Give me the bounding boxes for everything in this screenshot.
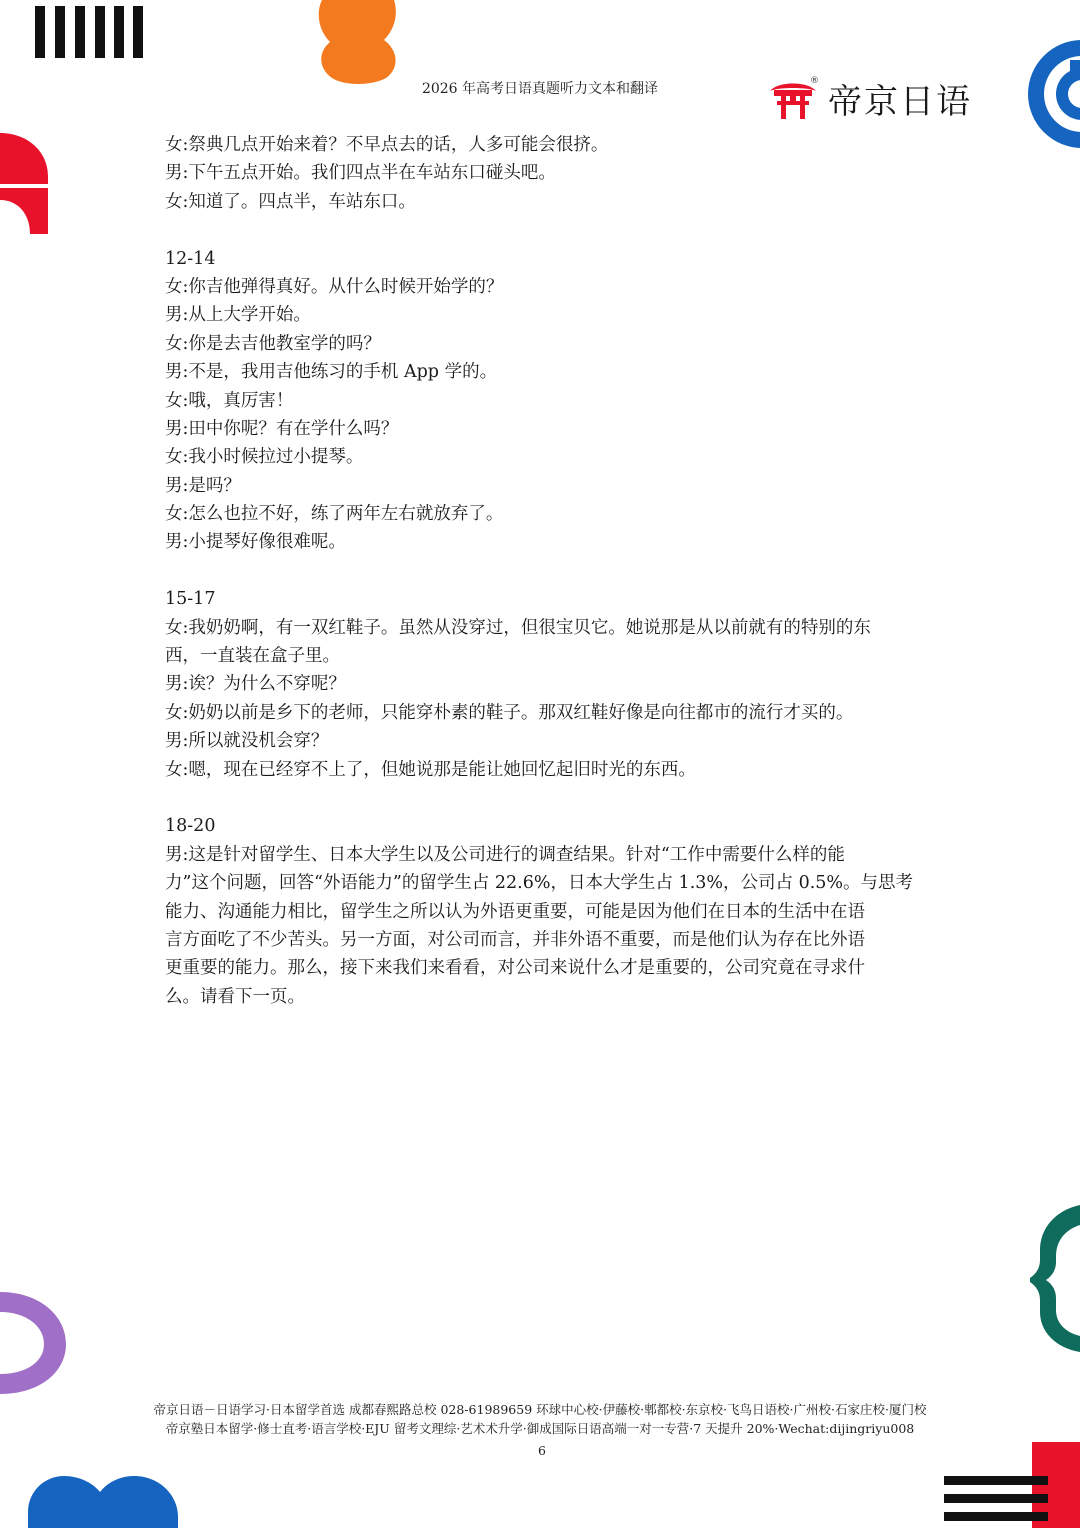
dialogue-line: 女:我奶奶啊，有一双红鞋子。虽然从没穿过，但很宝贝它。她说那是从以前就有的特别的东 [165,617,871,638]
black-bars-top-left [35,6,143,58]
black-bars-bottom-right [944,1476,1048,1521]
section-number: 15-17 [165,589,216,610]
footer-line-1: 帝京日语－日语学习·日本留学首选 成都春熙路总校 028-61989659 环球中心校·伊藤校·郫都校·东京校·飞鸟日语校·广州校·石家庄校·厦门校 [153,1402,927,1417]
dialogue-line: 女:知道了。四点半，车站东口。 [165,191,416,212]
dialogue-line: 男:所以就没机会穿？ [165,731,329,752]
dialogue-line: 女:哦，真厉害！ [165,390,294,411]
dialogue-line: 么。请看下一页。 [165,986,305,1007]
page-footer [0,1400,1080,1438]
dialogue-line: 言方面吃了不少苦头。另一方面，对公司而言，并非外语不重要，而是他们认为存在比外语 [165,929,865,950]
dialogue-line: 女:你是去吉他教室学的吗？ [165,333,381,354]
green-bracket-right [1030,1205,1080,1352]
dialogue-line: 男:诶？为什么不穿呢？ [165,674,346,695]
dialogue-line: 女:祭典几点开始来着？不早点去的话，人多可能会很挤。 [165,135,609,155]
dialogue-line: 女:嗯，现在已经穿不上了，但她说那是能让她回忆起旧时光的东西。 [165,759,696,780]
document-header-title: 2026 年高考日语真题听力文本和翻译 [421,81,659,97]
dialogue-line: 男:是吗？ [165,475,241,496]
dialogue-line: 西，一直装在盒子里。 [165,646,340,667]
orange-blob [319,0,396,84]
red-shape-left [0,133,48,234]
blue-cloud-bottom [28,1476,178,1528]
dialogue-line: 男:田中你呢？有在学什么吗？ [165,418,399,439]
section-number: 18-20 [165,816,216,837]
dialogue-line: 能力、沟通能力相比，留学生之所以认为外语更重要，可能是因为他们在日本的生活中在语 [165,901,865,922]
brand-name: 帝京日语 [828,81,972,122]
dialogue-line: 女:你吉他弹得真好。从什么时候开始学的？ [165,276,504,297]
dialogue-line: 男:不是，我用吉他练习的手机 App 学的。 [165,362,498,383]
dialogue-line: 女:怎么也拉不好，练了两年左右就放弃了。 [165,504,504,525]
footer-line-2: 帝京塾日本留学·修士直考·语言学校·EJU 留考文理综·艺术术升学·御成国际日语高端一对一专营·7 天提升 20%·Wechat:dijingriyu008 [165,1421,915,1436]
dialogue-line: 力”这个问题，回答“外语能力”的留学生占 22.6%，日本大学生占 1.3%，公司占 0.5%。与思考 [165,873,914,894]
purple-arc-left [0,1292,66,1394]
page-number: 6 [538,1443,546,1458]
dialogue-line: 男:下午五点开始。我们四点半在车站东口碰头吧。 [165,163,556,184]
dialogue-line: 女:奶奶以前是乡下的老师，只能穿朴素的鞋子。那双红鞋好像是向往都市的流行才买的。 [165,702,854,723]
section-number: 12-14 [165,248,216,269]
dialogue-line: 更重要的能力。那么，接下来我们来看看，对公司来说什么才是重要的，公司究竟在寻求什 [165,958,865,979]
dialogue-line: 女:我小时候拉过小提琴。 [165,447,364,468]
dialogue-line: 男:小提琴好像很难呢。 [165,532,346,553]
registered-mark: ® [810,76,819,86]
transcript-body [165,131,925,1011]
dialogue-line: 男:从上大学开始。 [165,305,311,326]
brand-logo [768,74,972,122]
dialogue-line: 男:这是针对留学生、日本大学生以及公司进行的调查结果。针对“工作中需要什么样的能 [165,844,845,865]
